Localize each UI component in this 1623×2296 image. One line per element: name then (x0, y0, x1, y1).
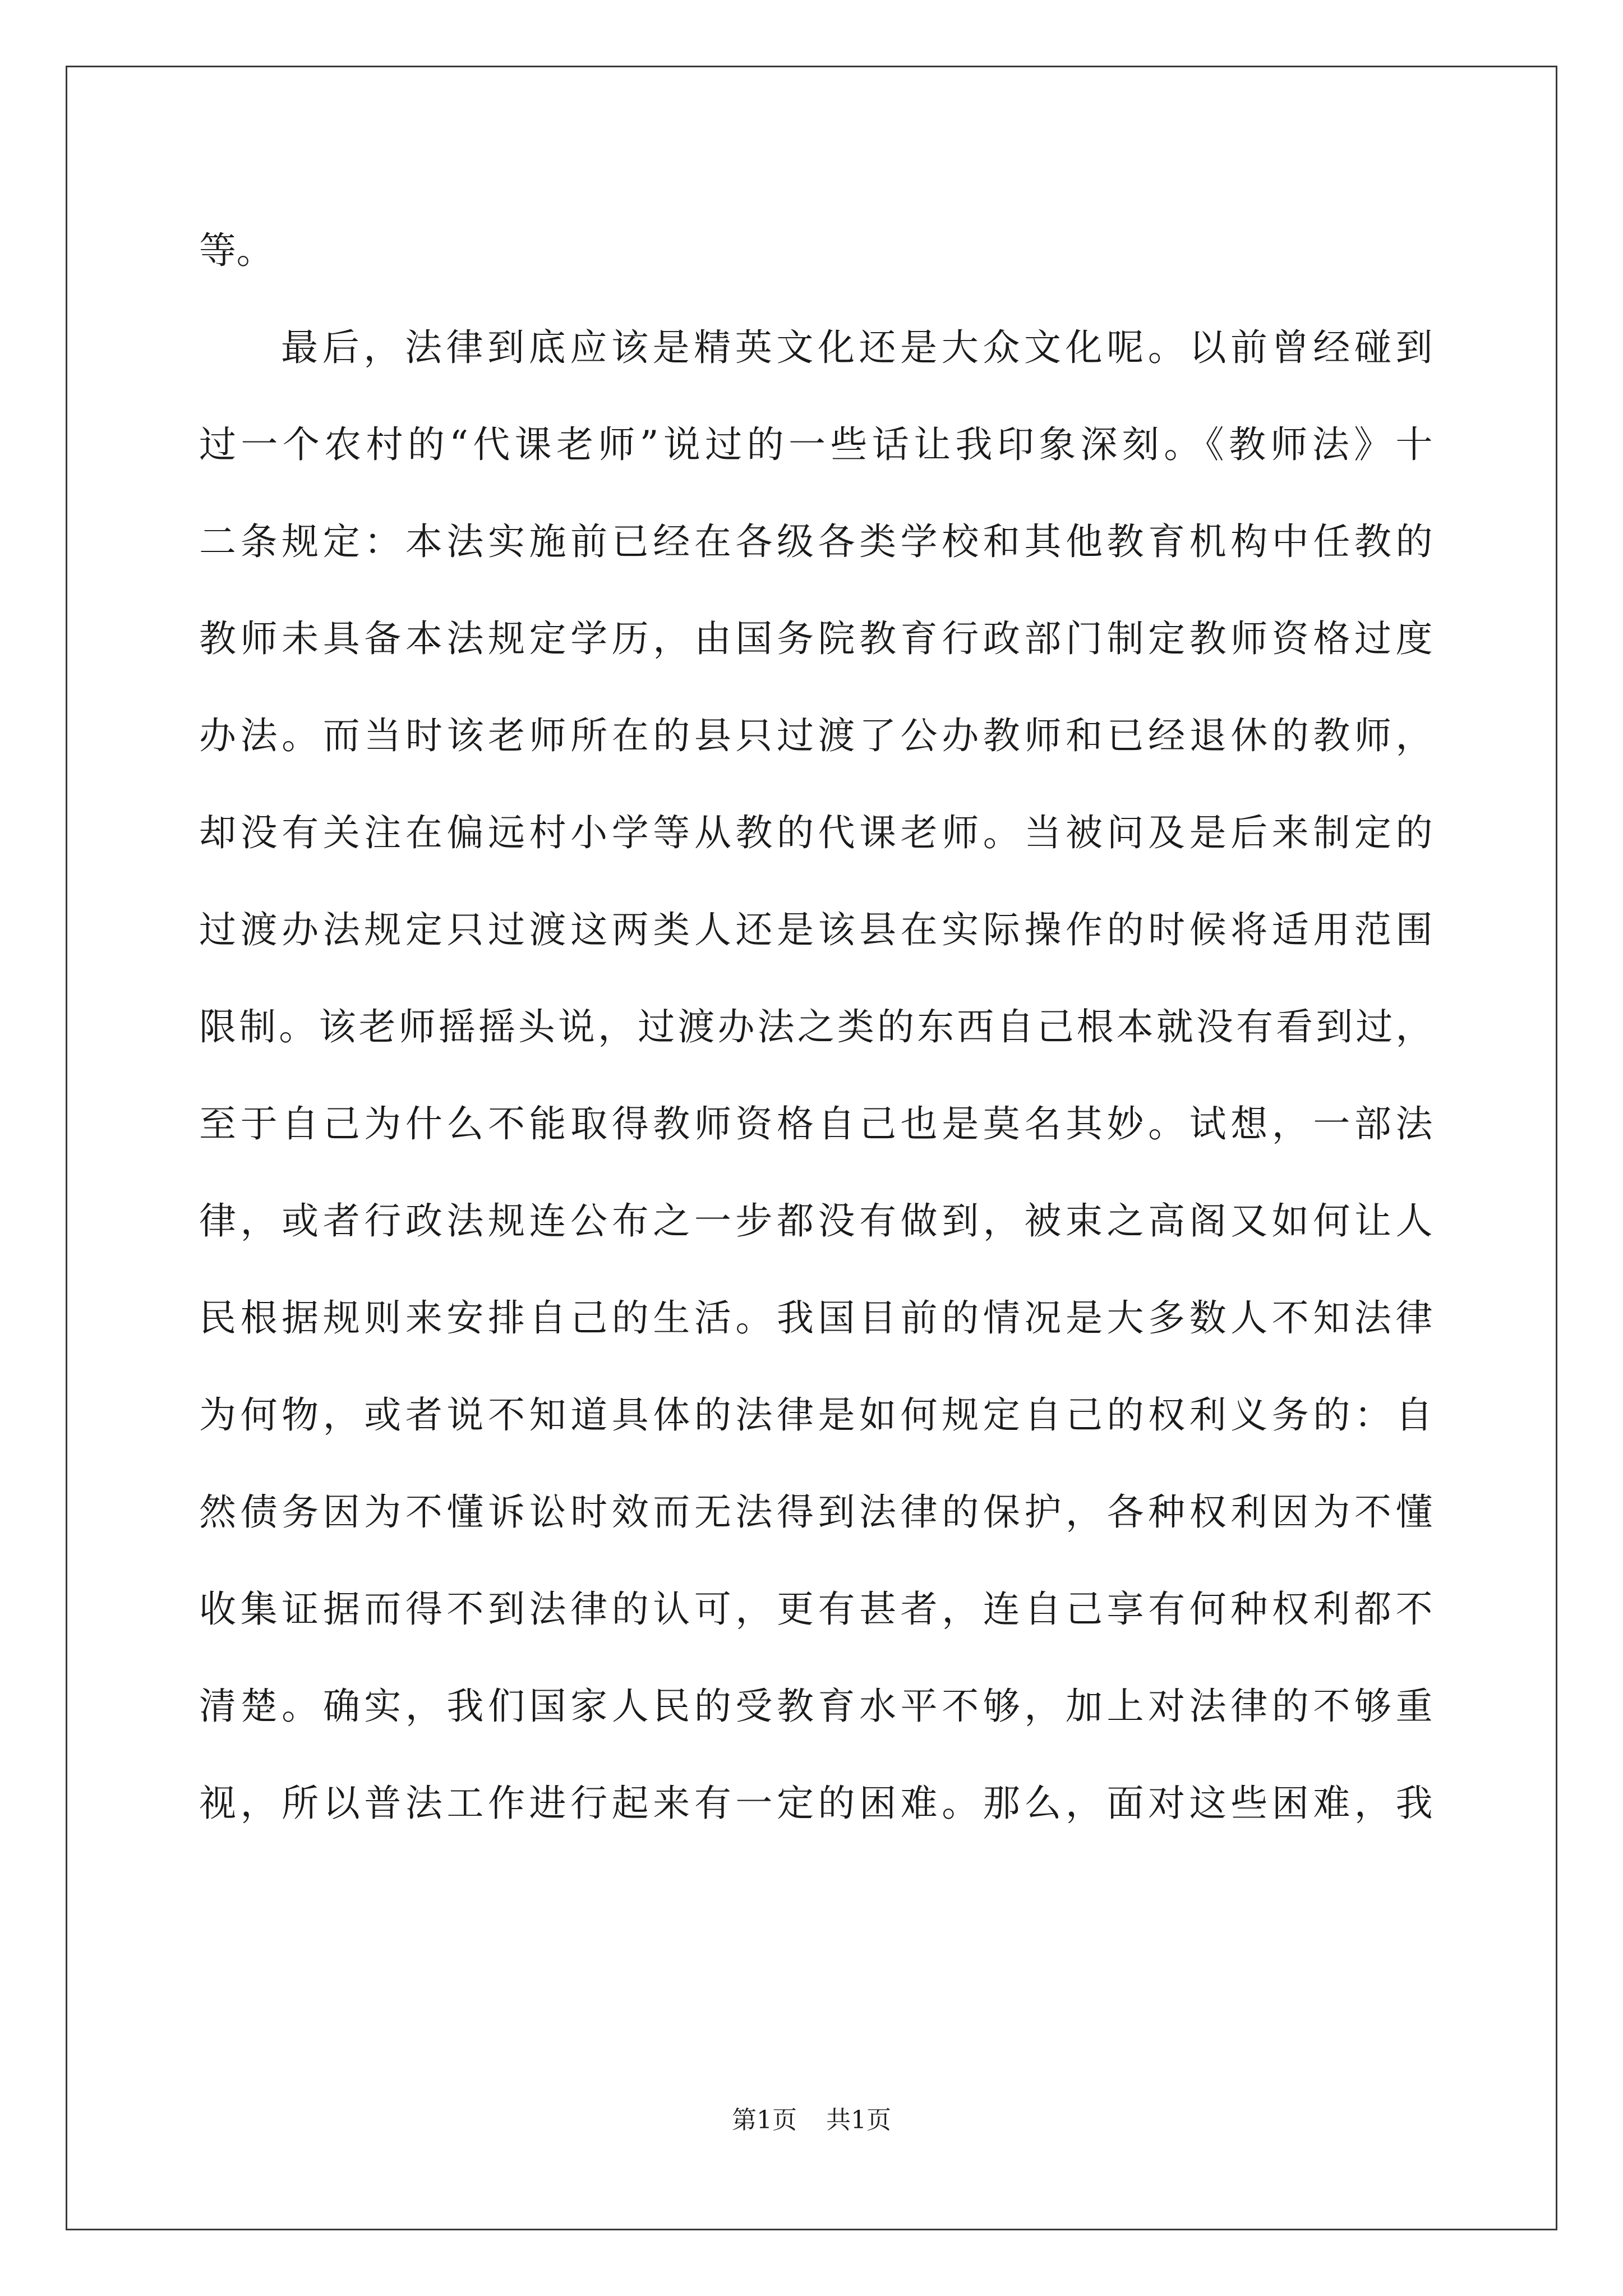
text-line: 收集证据而得不到法律的认可，更有甚者，连自己享有何种权利都不 (199, 1588, 1433, 1631)
page-footer (0, 2104, 1623, 2137)
text-line: 为何物，或者说不知道具体的法律是如何规定自己的权利义务的：自 (199, 1393, 1433, 1437)
text-line: 限制。该老师摇摇头说，过渡办法之类的东西自己根本就没有看到过， (199, 1005, 1433, 1048)
text-line: 民根据规则来安排自己的生活。我国目前的情况是大多数人不知法律 (199, 1296, 1433, 1340)
text-line: 至于自己为什么不能取得教师资格自己也是莫名其妙。试想，一部法 (199, 1102, 1433, 1145)
text-line: 教师未具备本法规定学历，由国务院教育行政部门制定教师资格过度 (199, 617, 1433, 660)
text-line: 却没有关注在偏远村小学等从教的代课老师。当被问及是后来制定的 (199, 811, 1433, 854)
page-number: 第1页 (732, 2106, 797, 2134)
text-line: 过一个农村的“代课老师”说过的一些话让我印象深刻。《教师法》十 (199, 423, 1433, 466)
text-line: 最后，法律到底应该是精英文化还是大众文化呢。以前曾经碰到 (281, 326, 1433, 369)
text-line: 清楚。确实，我们国家人民的受教育水平不够，加上对法律的不够重 (199, 1685, 1433, 1728)
text-line: 二条规定：本法实施前已经在各级各类学校和其他教育机构中任教的 (199, 520, 1433, 563)
document-body (199, 202, 1433, 1852)
text-line: 过渡办法规定只过渡这两类人还是该县在实际操作的时候将适用范围 (199, 908, 1433, 951)
text-line: 办法。而当时该老师所在的县只过渡了公办教师和已经退休的教师， (199, 714, 1433, 757)
text-line: 然债务因为不懂诉讼时效而无法得到法律的保护，各种权利因为不懂 (199, 1490, 1433, 1534)
page-total: 共1页 (826, 2106, 891, 2134)
text-line: 视，所以普法工作进行起来有一定的困难。那么，面对这些困难，我 (199, 1782, 1433, 1825)
text-line: 等。 (199, 229, 274, 272)
text-line: 律，或者行政法规连公布之一步都没有做到，被束之高阁又如何让人 (199, 1199, 1433, 1243)
